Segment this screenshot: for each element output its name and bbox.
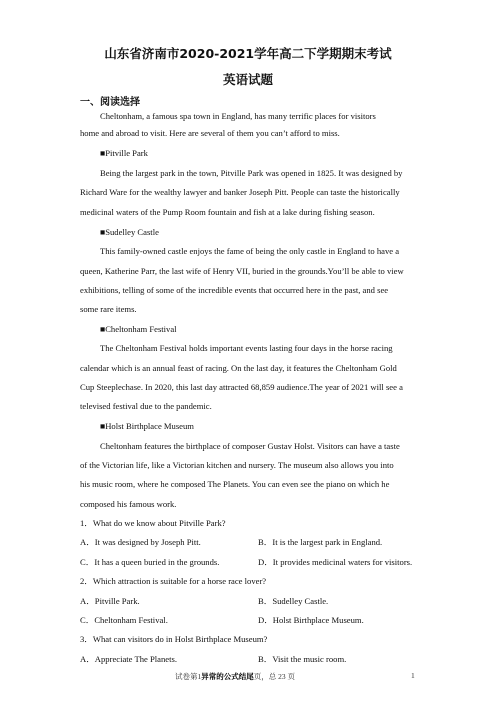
question-stem: 2．Which attraction is suitable for a horse race lover? bbox=[80, 576, 267, 586]
answer-option: B．Visit the music room. bbox=[258, 654, 347, 664]
passage-line: medicinal waters of the Pump Room fountain and fish at a lake during fishing season. bbox=[80, 207, 375, 217]
document-subtitle: 英语试题 bbox=[222, 72, 273, 87]
answer-option: A．Pitville Park. bbox=[80, 596, 140, 606]
passage-line: Cup Steeplechase. In 2020, this last day attracted 68,859 audience.The year of 2021 will see a bbox=[80, 382, 403, 392]
document-title: 山东省济南市2020-2021学年高二下学期期末考试 bbox=[104, 46, 392, 61]
answer-option: C．It has a queen buried in the grounds. bbox=[80, 557, 220, 567]
answer-option: C．Cheltonham Festival. bbox=[80, 615, 168, 625]
answer-option: D．Holst Birthplace Museum. bbox=[258, 615, 364, 625]
passage-line: some rare items. bbox=[80, 304, 137, 314]
passage-line: composed his famous work. bbox=[80, 499, 177, 509]
attraction-heading: ■Cheltonham Festival bbox=[100, 324, 177, 334]
question-stem: 3．What can visitors do in Holst Birthplace Museum? bbox=[80, 634, 268, 644]
question-stem: 1．What do we know about Pitville Park? bbox=[80, 518, 226, 528]
passage-line: Cheltonham features the birthplace of composer Gustav Holst. Visitors can have a taste bbox=[100, 441, 400, 451]
footer-page-info: 试卷第1异常的公式结尾页，总 23 页 bbox=[175, 672, 295, 681]
passage-line: Being the largest park in the town, Pitville Park was opened in 1825. It was designed by bbox=[100, 168, 403, 178]
passage-line: exhibitions, telling of some of the incredible events that occurred here in the past, and see bbox=[80, 285, 389, 295]
answer-option: D．It provides medicinal waters for visitors. bbox=[258, 557, 413, 567]
attraction-heading: ■Holst Birthplace Museum bbox=[100, 421, 194, 431]
passage-line: This family-owned castle enjoys the fame of being the only castle in England to have a bbox=[100, 246, 400, 256]
attraction-heading: ■Sudelley Castle bbox=[100, 227, 159, 237]
passage-line: Cheltonham, a famous spa town in England, has many terrific places for visitors bbox=[100, 111, 376, 121]
answer-option: B．Sudelley Castle. bbox=[258, 596, 329, 606]
passage-line: queen, Katherine Parr, the last wife of Henry VII, buried in the grounds.You’ll be able to view bbox=[80, 266, 404, 276]
section-heading: 一、阅读选择 bbox=[80, 97, 140, 108]
passage-line: his music room, where he composed The Planets. You can even see the piano on which he bbox=[80, 479, 390, 489]
passage-line: televised festival due to the pandemic. bbox=[80, 401, 212, 411]
passage-line: Richard Ware for the wealthy lawyer and banker Joseph Pitt. People can taste the historically bbox=[80, 187, 400, 197]
attraction-heading: ■Pitville Park bbox=[100, 148, 148, 158]
footer-page-number: 1 bbox=[411, 671, 415, 680]
passage-line: of the Victorian life, like a Victorian kitchen and nursery. The museum also allows you into bbox=[80, 460, 394, 470]
answer-option: A．It was designed by Joseph Pitt. bbox=[80, 537, 201, 547]
answer-option: A．Appreciate The Planets. bbox=[80, 654, 177, 664]
passage-line: The Cheltonham Festival holds important events lasting four days in the horse racing bbox=[100, 343, 393, 353]
answer-option: B．It is the largest park in England. bbox=[258, 537, 383, 547]
passage-line: calendar which is an annual feast of racing. On the last day, it features the Cheltonham Gold bbox=[80, 363, 397, 373]
passage-line: home and abroad to visit. Here are several of them you can’t afford to miss. bbox=[80, 128, 340, 138]
